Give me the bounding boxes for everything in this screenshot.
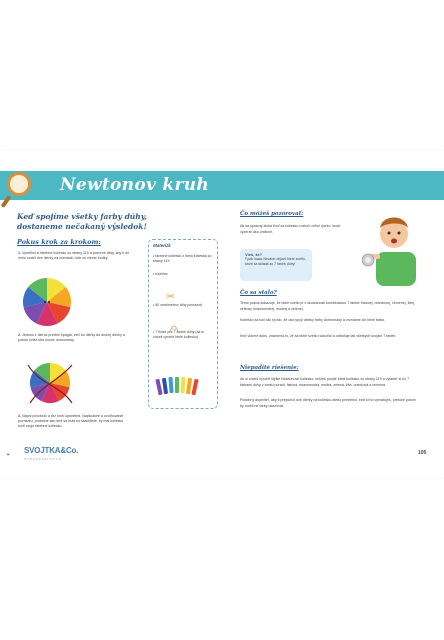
what-happened-text-2: Koliesko sa točí tak rýchlo, že oko spojí všetky farby dohromady a vnímame ich biele farba. bbox=[240, 318, 386, 322]
step-1: 1. Vystrihni si farebné koliesko zo strany 119 a pozorne dbaj, aby ti do neho urobil dve dierky na miestach, kde sú čierne bodky. bbox=[18, 251, 130, 261]
materials-title: Materiál: bbox=[153, 243, 172, 248]
publisher-logo-subtitle: VYDAVATEĽSTVO bbox=[24, 457, 63, 461]
step-3: 3. Napni povrázok a drž kruh uprostred. Naplicakne a uvoľňovanie povrázku, podobne ako keď sa hráš so skacidiele, by mal koliesko točiť svoje farebné koliesko. bbox=[18, 414, 124, 429]
step-2: 2. Jednou z dierok prevleč špagát, veď ho dieľky do druhej dierky a potom zviaž oba konce dohromady. bbox=[18, 333, 125, 343]
solution-text-1: Ak si chceš vyrobiť štýlke Newtonove koliesko, môžeš použiť biele koliesko zo strany 119 a vyfarbiť si ho 7 farbami dúhy v tomto poradí: fialová, tmavomodrá, modrá, zelená, žltá, oranžová a červená. bbox=[240, 377, 410, 387]
page-number: 105 bbox=[418, 450, 427, 456]
publisher-logo-icon bbox=[6, 445, 24, 463]
publisher-logo: SVOJTKA&Co. bbox=[24, 446, 79, 455]
boy-illustration bbox=[362, 208, 426, 286]
what-happened-heading: Čo sa stalo? bbox=[240, 290, 277, 296]
intro-text: Keď spojíme všetky farby dúhy, dostaneme nečakaný výsledok! bbox=[17, 212, 147, 231]
material-item: • nožnice bbox=[153, 272, 168, 276]
what-happened-text-1: Tento pokus dokazuje, že biele svetlo je v skutočnosti kombináciou 7 farieb: fialovej, oranžovej, červenej, žltej, zelenej, tmavomodrej, modrej a zelenej. bbox=[240, 301, 415, 311]
did-you-know-box bbox=[240, 249, 312, 281]
what-happened-text-3: Keď vidíme dúhu, znamená to, že sa biele svetlo rozložilo a odhaľuje tak všetkých svojich 7 farieb. bbox=[240, 334, 397, 338]
markers-icon bbox=[155, 373, 201, 397]
did-you-know-text: Fyzik Isaac Newton objavil biele svetlo, ktoré sa skladá zo 7 farieb dúhy! bbox=[245, 257, 306, 266]
scissors-icon: ✂ bbox=[166, 291, 176, 303]
solution-text-2: Podobný doplniteľ, aby ti prepichol dve dierky na koliesku alebo prestrihol, keď si ho vymaľuješ, pretože potom by mohli ísť farby ukazovať. bbox=[240, 398, 416, 408]
observe-heading: Čo môžeš pozorovať: bbox=[240, 211, 304, 217]
material-item: • farebné koliesko z bielo kolieska zo strany 119 bbox=[153, 254, 212, 263]
magnifier-icon bbox=[7, 172, 31, 196]
solution-heading: Niepadité riešenie: bbox=[240, 365, 299, 371]
did-you-know-title: Vieš, že? bbox=[245, 252, 263, 257]
steps-heading: Pokus krok za krokom: bbox=[17, 238, 101, 246]
color-wheel-image bbox=[22, 277, 72, 327]
material-item: • 7 fixiek pre 7 farieb dúhy (ak si chceš vyrobiť biele koliesko) bbox=[153, 330, 204, 339]
observe-text: Ak sa správny kloká Keď sa koliesko roztočí veľmi rýchlo, bude vyzerať ako úmilové. bbox=[240, 224, 341, 234]
color-wheel-string-image bbox=[20, 355, 80, 415]
page-title: Newtonov kruh bbox=[60, 175, 210, 195]
material-item: • 80 centimetrov dlhý povrázok bbox=[153, 303, 202, 307]
string-icon bbox=[168, 322, 180, 334]
